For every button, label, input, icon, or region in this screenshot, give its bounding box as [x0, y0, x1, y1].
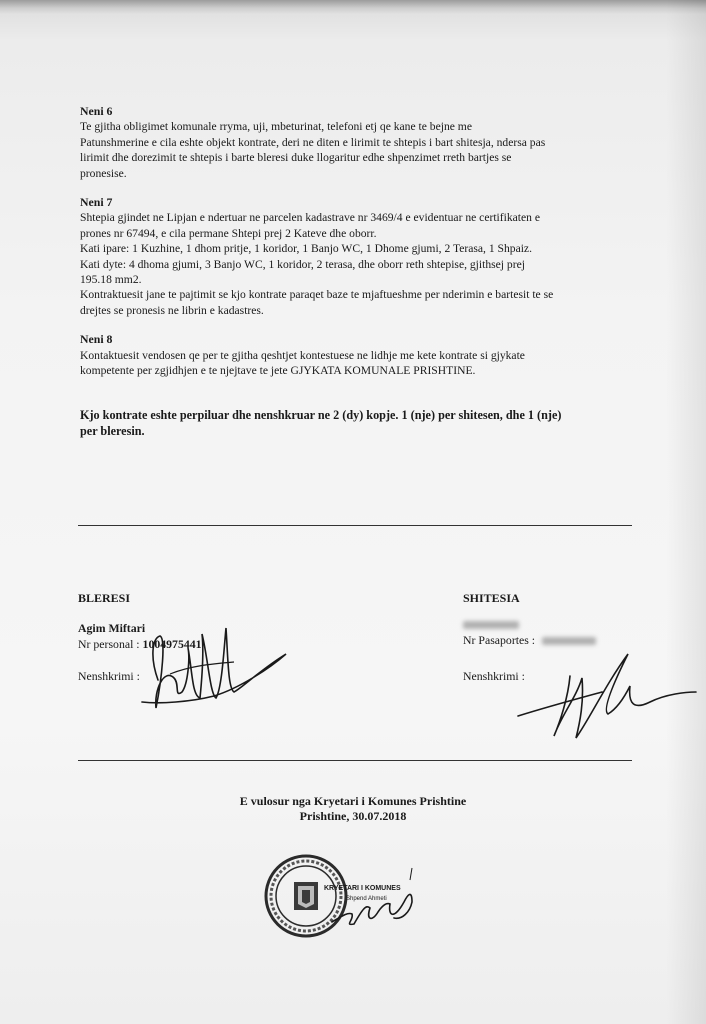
buyer-signature: [130, 618, 300, 718]
seller-heading: SHITESIA: [463, 591, 520, 605]
article-line: Kati ipare: 1 Kuzhine, 1 dhom pritje, 1 koridor, 1 Banjo WC, 1 Dhome gjumi, 2 Terasa, 1 Shpaiz.: [80, 242, 532, 256]
seller-signature: [510, 648, 700, 743]
article-line: Shtepia gjindet ne Lipjan e ndertuar ne parcelen kadastrave nr 3469/4 e evidentuar ne certifikaten e: [80, 211, 541, 225]
article-line: pronesise.: [80, 166, 127, 180]
redaction-mark: [463, 621, 519, 629]
article-line: Kontaktuesit vendosen qe per te gjitha qeshtjet kontestuese ne lidhje me kete kontrate si gjykate: [80, 348, 525, 362]
buyer-heading: BLERESI: [78, 591, 131, 605]
buyer-personal-number: 1004975441: [142, 637, 202, 651]
article-line: 195.18 mm2.: [80, 273, 142, 287]
seller-passport-label: Nr Pasaportes :: [463, 633, 536, 647]
article-line: lirimit dhe dorezimit te shtepis i barte bleresi duke llogaritur edhe shpenzimet rreth bartjes se: [80, 151, 512, 165]
article-line: Te gjitha obligimet komunale rryma, uji, mbeturinat, telefoni etj qe kane te bejne me: [80, 120, 472, 134]
redaction-mark: [542, 637, 596, 645]
article-title: Neni 6: [80, 104, 113, 118]
buyer-signature-label: Nenshkrimi :: [78, 669, 140, 683]
article-title: Neni 8: [80, 332, 113, 347]
seller-signature-label: Nenshkrimi :: [463, 669, 525, 683]
article-7: [80, 195, 636, 318]
stamp-text: KRYETARI I KOMUNES: [324, 885, 401, 892]
divider-bottom: [78, 760, 632, 761]
closing-note-line: Kjo kontrate eshte perpiluar dhe nenshkruar ne 2 (dy) kopje. 1 (nje) per shitesen, dhe 1 (nje): [80, 407, 562, 422]
article-line: prones nr 67494, e cila permane Shtepi prej 2 Kateve dhe oborr.: [80, 226, 377, 240]
scan-top-edge: [0, 0, 706, 14]
article-line: Kontraktuesit jane te pajtimit se kjo kontrate paraqet baze te mjaftueshme per nderimin e bartesit te se: [80, 288, 554, 302]
divider-top: [78, 525, 632, 526]
stamp-subtext: Shpend Ahmeti: [346, 896, 387, 902]
seller-name-redacted: [463, 616, 683, 632]
contract-body: [80, 104, 636, 439]
certification-line: E vulosur nga Kryetari i Komunes Prishtine: [239, 794, 467, 808]
official-stamp: [262, 850, 442, 942]
article-8: [80, 332, 636, 378]
certification-date: Prishtine, 30.07.2018: [299, 809, 407, 823]
article-line: Patunshmerine e cila eshte objekt kontrate, deri ne diten e lirimit te shtepis i bart shitesja, ndersa pas: [80, 135, 546, 149]
article-line: Kati dyte: 4 dhoma gjumi, 3 Banjo WC, 1 koridor, 2 terasa, dhe oborr reth shtepise, gjithsej prej: [80, 257, 525, 271]
closing-note: [80, 407, 636, 439]
certification: [0, 794, 706, 824]
article-6: [80, 104, 636, 181]
article-line: drejtes se pronesis ne librin e kadastres.: [80, 303, 264, 317]
article-title: Neni 7: [80, 195, 113, 210]
seller-passport-row: [463, 632, 683, 648]
buyer-personal-label: Nr personal :: [78, 637, 140, 651]
article-line: kompetente per zgjidhjen e te njejtave te jete GJYKATA KOMUNALE PRISHTINE.: [80, 364, 476, 378]
closing-note-line: per bleresin.: [80, 423, 145, 438]
buyer-name: Agim Miftari: [78, 621, 146, 635]
